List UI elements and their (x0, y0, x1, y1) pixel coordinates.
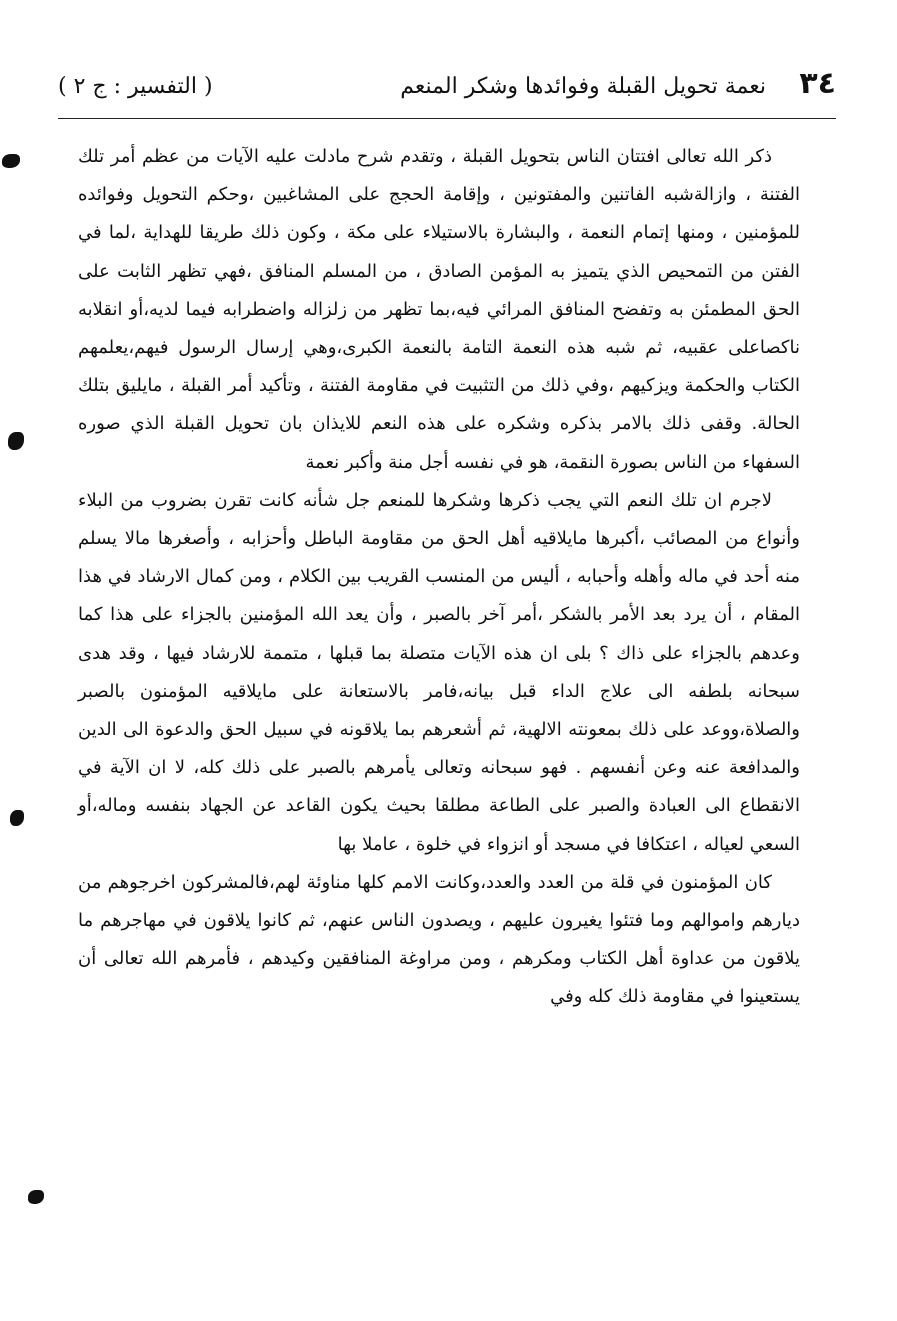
margin-ink-mark (2, 154, 20, 168)
header-divider (58, 118, 836, 119)
section-label: ( التفسير : ج ٢ ) (58, 74, 213, 99)
page-number: ٣٤ (799, 66, 836, 101)
margin-ink-mark (8, 432, 24, 450)
page-header (58, 66, 836, 120)
margin-ink-mark (10, 810, 24, 826)
running-title: نعمة تحويل القبلة وفوائدها وشكر المنعم (400, 74, 766, 99)
paragraph: ذكر الله تعالى افتتان الناس بتحويل القبلة ، وتقدم شرح مادلت عليه الآيات من عظم أمر تلك الفتنة ، وازالةشبه الفاتنين والمفتونين ، وإقامة الحجج على المشاغبين ،وحكم التحويل وفوائده للمؤمنين ، ومنها إتمام النعمة ، والبشارة بالاستيلاء على مكة ، وكون ذلك طريقا للهداية ،لما في الفتن من التمحيص الذي يتميز به المؤمن الصادق ، من المسلم المنافق ،فهي تظهر الثابت على الحق المطمئن به وتفضح المنافق المرائي فيه،بما تظهر من زلزاله واضطرابه فيما لديه،أو انقلابه ناكصاعلى عقبيه، ثم شبه هذه النعمة التامة بالنعمة الكبرى،وهي إرسال الرسول فيهم،يعلمهم الكتاب والحكمة ويزكيهم ،وفي ذلك من التثبيت في مقاومة الفتنة ، وتأكيد أمر القبلة ، مايليق بتلك الحالة. وقفى ذلك بالامر بذكره وشكره على هذه النعم للايذان بان تحويل القبلة الذي صوره السفهاء من الناس بصورة النقمة، هو في نفسه أجل منة وأكبر نعمة (78, 146, 800, 473)
paragraph: كان المؤمنون في قلة من العدد والعدد،وكانت الامم كلها مناوئة لهم،فالمشركون اخرجوهم من ديارهم واموالهم وما فتئوا يغيرون عليهم ، ويصدون الناس عنهم، ثم كانوا يلاقون في مهاجرهم ما يلاقون من عداوة أهل الكتاب ومكرهم ، ومن مراوغة المنافقين وكيدهم ، فأمرهم الله تعالى أن يستعينوا في مقاومة ذلك كله وفي (78, 871, 800, 1008)
paragraph: لاجرم ان تلك النعم التي يجب ذكرها وشكرها للمنعم جل شأنه كانت تقرن بضروب من البلاء وأنواع من المصائب ،أكبرها مايلاقيه أهل الحق من مقاومة الباطل وأحزابه ، وأصغرها مالا يسلم منه أحد في ماله وأهله وأحبابه ، أليس من المنسب القريب بين الكلام ، ومن كمال الارشاد في هذا المقام ، أن يرد بعد الأمر بالشكر ،أمر آخر بالصبر ، وأن يعد الله المؤمنين بالجزاء على هذا كما وعدهم بالجزاء على ذاك ؟ بلى ان هذه الآيات متصلة بما قبلها ، متممة للارشاد فيها ، وقد هدى سبحانه بلطفه الى علاج الداء قبل بيانه،فامر بالاستعانة على مايلاقيه المؤمنون بالصبر والصلاة،ووعد على ذلك بمعونته الالهية، ثم أشعرهم بما يلاقونه في سبيل الحق والدعوة الى الدين والمدافعة عنه وعن أنفسهم . فهو سبحانه وتعالى يأمرهم بالصبر على ذلك كله، لا ان الآية في الانقطاع الى العبادة والصبر على الطاعة مطلقا بحيث يكون القاعد عن الجهاد بنفسه وماله،أو السعي لعياله ، اعتكافا في مسجد أو انزواء في خلوة ، عاملا بها (78, 489, 800, 855)
body-text (78, 138, 800, 1017)
margin-ink-mark (28, 1190, 44, 1204)
